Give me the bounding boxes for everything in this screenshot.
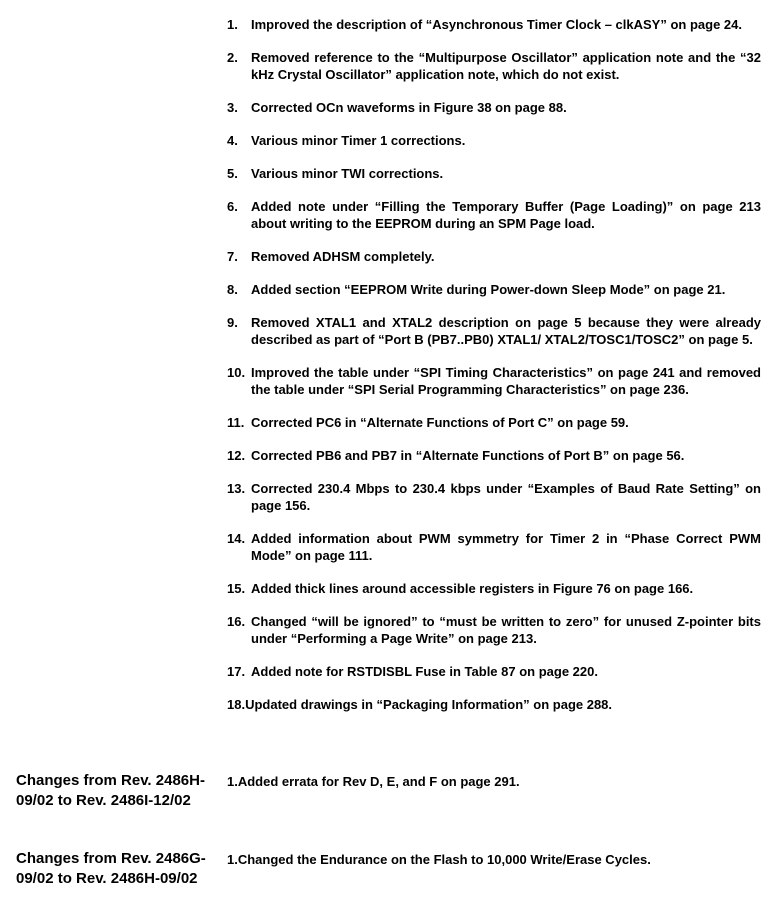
list-item-text: Added errata for Rev D, E, and F on page 291. xyxy=(237,774,520,789)
list-item-number: 14. xyxy=(227,531,246,546)
list-item-number: 15. xyxy=(227,581,246,596)
list-item-text: Corrected OCn waveforms in Figure 38 on page 88. xyxy=(251,100,567,115)
list-item-text: Updated drawings in “Packaging Information” on page 288. xyxy=(245,697,613,712)
list-item-number: 1. xyxy=(227,17,238,32)
list-item-number: 17. xyxy=(227,664,246,679)
list-item-number: 2. xyxy=(227,50,238,65)
list-item-text: Added note for RSTDISBL Fuse in Table 87 on page 220. xyxy=(251,664,598,679)
list-item-number: 3. xyxy=(227,100,238,115)
list-item-text: Various minor TWI corrections. xyxy=(251,166,444,181)
list-item xyxy=(227,447,761,464)
list-item-text: Removed XTAL1 and XTAL2 description on page 5 because they were already described as part of “Port B (PB7..PB0) XTAL1/ XTAL2/TOSC1/TOSC2” on page 5. xyxy=(251,315,761,347)
list-item-number: 13. xyxy=(227,481,246,496)
list-item-text: Added section “EEPROM Write during Power-down Sleep Mode” on page 21. xyxy=(251,282,726,297)
section-heading: Changes from Rev. 2486H-09/02 to Rev. 2486I-12/02 xyxy=(16,772,205,809)
list-item-text: Corrected 230.4 Mbps to 230.4 kbps under “Examples of Baud Rate Setting” on page 156. xyxy=(251,481,761,513)
list-item xyxy=(227,165,761,182)
list-item xyxy=(227,480,761,514)
list-item-text: Changed “will be ignored” to “must be written to zero” for unused Z-pointer bits under “Performing a Page Write” on page 213. xyxy=(251,614,761,646)
list-item xyxy=(227,414,761,431)
list-item xyxy=(227,49,761,83)
list-item xyxy=(227,248,761,265)
list-item xyxy=(227,580,761,597)
section-list-item xyxy=(227,773,761,790)
list-item-number: 16. xyxy=(227,614,246,629)
list-item-number: 8. xyxy=(227,282,238,297)
list-item-text: Removed reference to the “Multipurpose Oscillator” application note and the “32 kHz Crystal Oscillator” application note, which do not exist. xyxy=(251,50,761,82)
list-item-text: Corrected PB6 and PB7 in “Alternate Functions of Port B” on page 56. xyxy=(251,448,685,463)
change-list xyxy=(227,16,761,729)
list-item-text: Removed ADHSM completely. xyxy=(251,249,435,264)
list-item xyxy=(227,613,761,647)
section-list-item xyxy=(227,851,761,868)
section-heading: Changes from Rev. 2486G-09/02 to Rev. 2486H-09/02 xyxy=(16,850,206,887)
list-item xyxy=(227,198,761,232)
list-item-text: Corrected PC6 in “Alternate Functions of Port C” on page 59. xyxy=(251,415,629,430)
list-item-number: 4. xyxy=(227,133,238,148)
list-item-text: Added note under “Filling the Temporary Buffer (Page Loading)” on page 213 about writing to the EEPROM during an SPM Page load. xyxy=(251,199,761,231)
list-item-text: Added information about PWM symmetry for Timer 2 in “Phase Correct PWM Mode” on page 111. xyxy=(251,531,761,563)
list-item-text: Improved the table under “SPI Timing Characteristics” on page 241 and removed the table under “SPI Serial Programming Characteristics” on page 236. xyxy=(251,365,761,397)
list-item-number: 11. xyxy=(227,415,245,430)
list-item-text: Added thick lines around accessible registers in Figure 76 on page 166. xyxy=(251,581,694,596)
list-item xyxy=(227,281,761,298)
list-item xyxy=(227,364,761,398)
list-item xyxy=(227,99,761,116)
list-item-number: 1. xyxy=(227,852,238,867)
list-item-number: 12. xyxy=(227,448,246,463)
list-item xyxy=(227,696,761,713)
list-item-number: 9. xyxy=(227,315,238,330)
list-item xyxy=(227,663,761,680)
list-item-number: 10. xyxy=(227,365,246,380)
list-item-number: 5. xyxy=(227,166,238,181)
list-item-text: Changed the Endurance on the Flash to 10,000 Write/Erase Cycles. xyxy=(237,852,651,867)
list-item-number: 7. xyxy=(227,249,238,264)
list-item xyxy=(227,314,761,348)
list-item-number: 6. xyxy=(227,199,238,214)
list-item-text: Various minor Timer 1 corrections. xyxy=(251,133,466,148)
list-item xyxy=(227,530,761,564)
list-item-text: Improved the description of “Asynchronous Timer Clock – clkASY” on page 24. xyxy=(251,17,742,32)
list-item-number: 18. xyxy=(227,697,246,712)
list-item xyxy=(227,16,761,33)
list-item xyxy=(227,132,761,149)
list-item-number: 1. xyxy=(227,774,238,789)
